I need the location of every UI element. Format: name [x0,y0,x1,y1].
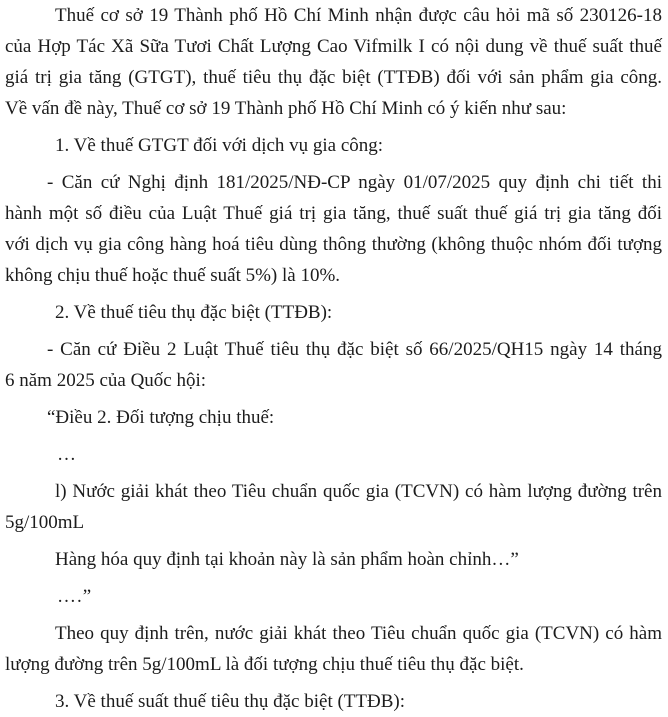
text-line: 5g/100mL [5,512,85,533]
text-line: hành một số điều của Luật Thuế giá trị gia tăng, thuế suất thuế giá trị gia tăng đối [5,203,662,224]
section-2-heading [5,297,662,328]
article-2-quote-heading [5,402,662,433]
text-line: với dịch vụ gia công hàng hoá tiêu dùng thông thường (không thuộc nhóm đối tượng [5,234,662,255]
text-line: ….” [57,586,93,607]
text-line: Theo quy định trên, nước giải khát theo Tiêu chuẩn quốc gia (TCVN) có hàm [55,623,662,644]
text-line: giá trị gia tăng (GTGT), thuế tiêu thụ đặc biệt (TTĐB) đối với sản phẩm gia công. [5,67,662,88]
text-line: Về vấn đề này, Thuế cơ sở 19 Thành phố Hồ Chí Minh có ý kiến như sau: [5,98,567,119]
text-line: 1. Về thuế GTGT đối với dịch vụ gia công: [55,135,384,156]
text-line: - Căn cứ Nghị định 181/2025/NĐ-CP ngày 01/07/2025 quy định chi tiết thi [47,172,662,193]
text-line: … [57,444,77,465]
text-line: l) Nước giải khát theo Tiêu chuẩn quốc gia (TCVN) có hàm lượng đường trên [55,481,662,502]
closing-ellipsis-line [5,581,662,612]
text-line: không chịu thuế hoặc thuế suất 5%) là 10%. [5,265,341,286]
text-line: của Hợp Tác Xã Sữa Tươi Chất Lượng Cao Vifmilk I có nội dung về thuế suất thuế [5,36,662,57]
text-line: Hàng hóa quy định tại khoản này là sản phẩm hoàn chỉnh…” [55,549,519,570]
text-line: 2. Về thuế tiêu thụ đặc biệt (TTĐB): [55,302,333,323]
text-line: - Căn cứ Điều 2 Luật Thuế tiêu thụ đặc biệt số 66/2025/QH15 ngày 14 tháng [47,339,662,360]
clause-l-quote-paragraph [5,476,662,538]
ellipsis-line [5,439,662,470]
text-line: 6 năm 2025 của Quốc hội: [5,370,207,391]
section-3-heading [5,686,662,717]
section-1-heading [5,130,662,161]
gtgt-basis-paragraph [5,167,662,291]
ttdb-basis-paragraph [5,334,662,396]
conclusion-paragraph [5,618,662,680]
intro-paragraph [5,0,662,124]
text-line: Thuế cơ sở 19 Thành phố Hồ Chí Minh nhận được câu hỏi mã số 230126-18 [55,5,662,26]
finished-product-quote-line [5,544,662,575]
text-line: lượng đường trên 5g/100mL là đối tượng chịu thuế tiêu thụ đặc biệt. [5,654,524,675]
text-line: 3. Về thuế suất thuế tiêu thụ đặc biệt (TTĐB): [55,691,406,712]
text-line: “Điều 2. Đối tượng chịu thuế: [47,407,275,428]
